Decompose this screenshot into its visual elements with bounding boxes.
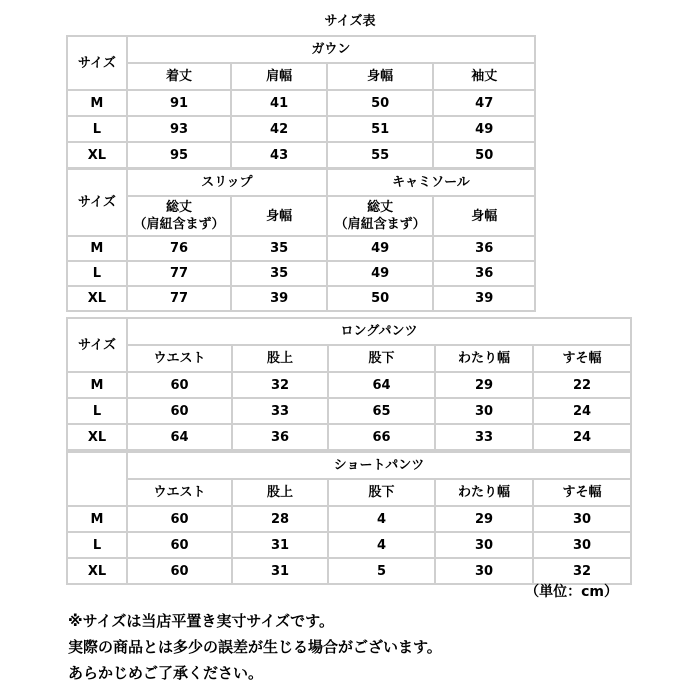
table-row — [67, 506, 631, 532]
value-cell: 66 — [328, 424, 435, 450]
note-line: 実際の商品とは多少の誤差が生じる場合がございます。 — [68, 638, 442, 656]
value-cell: 47 — [433, 90, 535, 116]
size-cell: M — [67, 236, 127, 261]
size-cell: M — [67, 90, 127, 116]
value-cell: 35 — [231, 236, 327, 261]
value-cell: 42 — [231, 116, 327, 142]
table-row — [67, 90, 535, 116]
value-cell: 91 — [127, 90, 232, 116]
value-cell: 30 — [435, 558, 533, 584]
value-cell: 50 — [327, 286, 434, 311]
value-cell: 33 — [232, 398, 328, 424]
long-pants-size-table — [66, 317, 632, 451]
value-cell: 39 — [433, 286, 535, 311]
table-row — [67, 236, 535, 261]
value-cell: 51 — [327, 116, 434, 142]
value-cell: 77 — [127, 261, 232, 286]
value-cell: 64 — [328, 372, 435, 398]
gown-size-table — [66, 35, 536, 169]
value-cell: 60 — [127, 372, 232, 398]
column-header: 着丈 — [127, 63, 232, 90]
value-cell: 36 — [232, 424, 328, 450]
column-header: 股上 — [232, 345, 328, 372]
short-pants-size-table — [66, 451, 632, 585]
column-header: すそ幅 — [533, 345, 631, 372]
value-cell: 49 — [327, 236, 434, 261]
length-note: （肩紐含まず） — [334, 217, 426, 232]
short-pants-header: ショートパンツ — [127, 452, 631, 479]
size-cell: L — [67, 532, 127, 558]
value-cell: 33 — [435, 424, 533, 450]
note-line: ※サイズは当店平置き実寸サイズです。 — [68, 612, 334, 630]
slip-header: スリップ — [127, 169, 327, 196]
value-cell: 50 — [433, 142, 535, 168]
value-cell: 55 — [327, 142, 434, 168]
size-cell: M — [67, 372, 127, 398]
value-cell: 35 — [231, 261, 327, 286]
value-cell: 22 — [533, 372, 631, 398]
table-row — [67, 261, 535, 286]
camisole-header: キャミソール — [327, 169, 535, 196]
gown-header: ガウン — [127, 36, 535, 63]
size-header-empty — [67, 452, 127, 506]
value-cell: 60 — [127, 506, 232, 532]
table-row — [67, 424, 631, 450]
column-header: すそ幅 — [533, 479, 631, 506]
size-cell: XL — [67, 286, 127, 311]
size-cell: L — [67, 261, 127, 286]
size-cell: L — [67, 398, 127, 424]
slip-camisole-size-table — [66, 168, 536, 312]
value-cell: 49 — [327, 261, 434, 286]
column-header: 股上 — [232, 479, 328, 506]
value-cell: 50 — [327, 90, 434, 116]
column-header: 肩幅 — [231, 63, 327, 90]
column-header: 身幅 — [433, 196, 535, 236]
value-cell: 30 — [435, 398, 533, 424]
table-row — [67, 116, 535, 142]
value-cell: 30 — [435, 532, 533, 558]
size-cell: L — [67, 116, 127, 142]
value-cell: 60 — [127, 532, 232, 558]
length-label: 総丈 — [367, 200, 394, 215]
length-label: 総丈 — [166, 200, 193, 215]
table-row — [67, 286, 535, 311]
value-cell: 4 — [328, 532, 435, 558]
column-header: 袖丈 — [433, 63, 535, 90]
size-cell: XL — [67, 142, 127, 168]
value-cell: 95 — [127, 142, 232, 168]
column-header — [327, 196, 434, 236]
size-header: サイズ — [67, 318, 127, 372]
value-cell: 24 — [533, 398, 631, 424]
value-cell: 24 — [533, 424, 631, 450]
value-cell: 36 — [433, 261, 535, 286]
page-title: サイズ表 — [324, 14, 376, 29]
table-row — [67, 532, 631, 558]
table-row — [67, 372, 631, 398]
value-cell: 65 — [328, 398, 435, 424]
size-cell: XL — [67, 424, 127, 450]
value-cell: 29 — [435, 372, 533, 398]
column-header: わたり幅 — [435, 345, 533, 372]
column-header: 股下 — [328, 345, 435, 372]
table-row — [67, 398, 631, 424]
size-header: サイズ — [67, 169, 127, 236]
value-cell: 76 — [127, 236, 232, 261]
value-cell: 39 — [231, 286, 327, 311]
value-cell: 28 — [232, 506, 328, 532]
value-cell: 32 — [232, 372, 328, 398]
note-line: あらかじめご了承ください。 — [68, 664, 264, 682]
value-cell: 31 — [232, 558, 328, 584]
value-cell: 30 — [533, 532, 631, 558]
value-cell: 93 — [127, 116, 232, 142]
long-pants-header: ロングパンツ — [127, 318, 631, 345]
size-cell: M — [67, 506, 127, 532]
value-cell: 60 — [127, 398, 232, 424]
length-note: （肩紐含まず） — [133, 217, 225, 232]
value-cell: 77 — [127, 286, 232, 311]
value-cell: 60 — [127, 558, 232, 584]
size-cell: XL — [67, 558, 127, 584]
column-header: 身幅 — [231, 196, 327, 236]
table-row — [67, 142, 535, 168]
value-cell: 41 — [231, 90, 327, 116]
column-header: 身幅 — [327, 63, 434, 90]
value-cell: 43 — [231, 142, 327, 168]
value-cell: 4 — [328, 506, 435, 532]
column-header: ウエスト — [127, 345, 232, 372]
column-header: わたり幅 — [435, 479, 533, 506]
value-cell: 29 — [435, 506, 533, 532]
column-header: ウエスト — [127, 479, 232, 506]
column-header: 股下 — [328, 479, 435, 506]
unit-label: （単位：cm） — [525, 584, 618, 600]
size-header: サイズ — [67, 36, 127, 90]
value-cell: 31 — [232, 532, 328, 558]
value-cell: 49 — [433, 116, 535, 142]
value-cell: 36 — [433, 236, 535, 261]
value-cell: 5 — [328, 558, 435, 584]
column-header — [127, 196, 232, 236]
value-cell: 64 — [127, 424, 232, 450]
value-cell: 30 — [533, 506, 631, 532]
value-cell: 32 — [533, 558, 631, 584]
